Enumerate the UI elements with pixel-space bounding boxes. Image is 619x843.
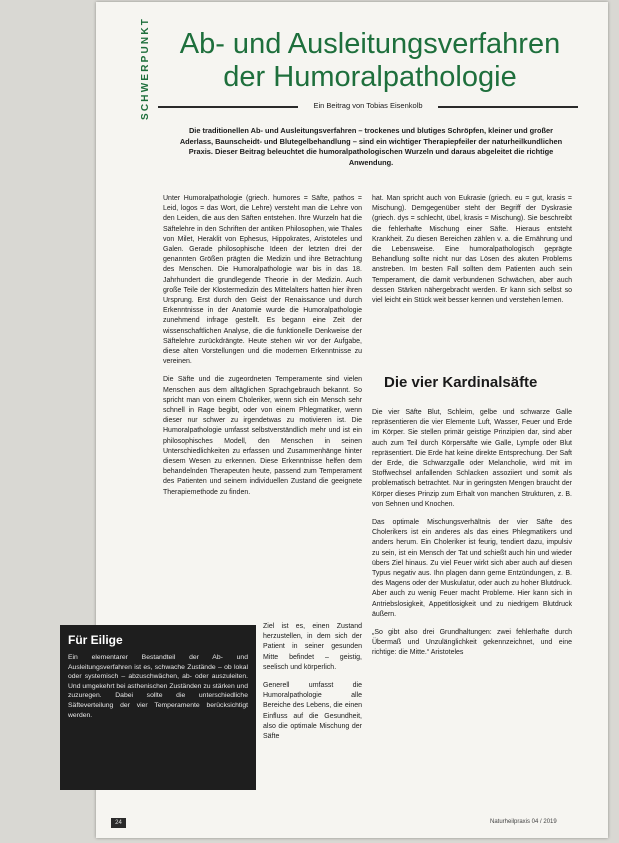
article-title: Ab- und Ausleitungsverfahren der Humoralpathologie [179, 28, 561, 93]
column-1 [163, 194, 362, 506]
body-paragraph: Unter Humoralpathologie (griech. humores = Säfte, pathos = Leid, logos = das Wort, die Lehre) versteht man die Lehre von den Leiden, die aus den Säften entstehen. Ihre Wurzeln hat die Säftelehre in den Schriften der antiken Philosophen, wie Thales von Milet, Heraklit von Ephesus, Hippokrates, Aristoteles und Galen. Gerade philosophische Ideen der letzten drei der genannten Größen prägten die Medizin und ihre Betrachtung des Menschen. Die Humoralpathologie war bis in das 18. Jahrhundert die grundlegende Theorie in der Medizin. Auch große Teile der Klostermedizin des Mittelalters hatten hier ihren Ursprung. Erst durch den Geist der Renaissance und durch Erkenntnisse in der Anatomie wurde die Humoralpathologie zunehmend infrage gestellt. Es begann eine Zeit der wissenschaftlichen Analyse, die die funktionelle Denkweise der Säftelehre zurückdrängte. Heute stehen wir vor der Aufgabe, diese alten Vorstellungen und die modernen Erkenntnisse zu vereinen. [163, 195, 362, 366]
footer-publication: Naturheilpraxis 04 / 2019 [490, 819, 557, 825]
summary-box-text: Ein elementarer Bestandteil der Ab- und Ausleitungsverfahren ist es, schwache Zustände – ob lokal oder systemisch – abzuschwächen, ab- oder auszuleiten. Und umgekehrt bei asthenischen Zuständen zu stärken und zuzuregen. Dabei sollte die unterschiedliche Säfteverteilung der vier Temperamente berücksichtigt werden. [68, 654, 248, 719]
column-1-continued [263, 622, 362, 750]
column-2-continued [372, 408, 572, 667]
lead-paragraph: Die traditionellen Ab- und Ausleitungsverfahren – trockenes und blutiges Schröpfen, kleiner und großer Aderlass, Baunscheidt- und Blutegelbehandlung – sind ein wichtiger Therapiepfeiler der naturheilkundlichen Praxis. Dieser Beitrag beleuchtet die humoralpathologischen Wurzeln und daraus abgeleitet die richtige Anwendung. [179, 126, 563, 167]
summary-box [60, 625, 256, 790]
section-heading: Die vier Kardinalsäfte [384, 374, 538, 391]
body-paragraph: hat. Man spricht auch von Eukrasie (griech. eu = gut, krasis = Mischung). Demgegenüber steht der Begriff der Dyskrasie (griech. dys = schlecht, übel, krasis = Mischung). Sie beschreibt die fehlerhafte Mischung einer Säfte. Hieraus entsteht Krankheit. Zu diesen Bereichen zählen v. a. die Ernährung und die Lebensweise. Eine humoralpathologisch geprägte Behandlung sollte nicht nur das Lösen des akuten Problems anstreben. Im besten Fall sollten dem Patienten auch sein Temperament, die damit verbundenen Schwächen, aber auch dessen Stärken nähergebracht werden. Er kann sich selbst so viel leicht ein Stück weit besser kennen und verstehen lernen. [372, 195, 572, 305]
byline-text: Ein Beitrag von Tobias Eisenkolb [309, 101, 426, 110]
body-paragraph: Die vier Säfte Blut, Schleim, gelbe und schwarze Galle repräsentieren die vier Elemente Luft, Wasser, Feuer und Erde im Körper. Sie stellen primär geistige Prinzipien dar, sind aber auch zum Teil durch Körpersäfte wie Galle, Lympfe oder Blut repräsentiert. Die Erde hat keine direkte Entsprechung. Der Saft der Erde, die Schwarzgalle oder Melancholie, wird mit im Stoffwechsel anfallenden Schlacken assoziiert und somit als problematisch betrachtet. Nur in geringsten Mengen braucht der Körper dieses Prinzip zum Erhalt von manchen Strukturen, z. B. von Sehnen und Knochen. [372, 409, 572, 508]
body-paragraph: Generell umfasst die Humoralpathologie alle Bereiche des Lebens, die einen Einfluss auf die Gesundheit, also die optimale Mischung der Säfte [263, 682, 362, 741]
body-paragraph: Das optimale Mischungsverhältnis der vier Säfte des Cholerikers ist ein anderes als das eines Phlegmatikers und anders herum. Ein Choleriker ist feurig, tendiert dazu, impulsiv zu sein, ist ein Mensch der Tat und schießt auch hin und wieder übers Ziel hinaus. Zu viel Feuer wirkt sich aber auch auf diesen Typus negativ aus. Ihn plagen dann gerne Entzündungen, z. B. des Magens oder der Muskulatur, oder auch zu hoher Blutdruck. Aber auch zu wenig Feuer macht Probleme. Hier kann sich in Antriebslosigkeit, Appetitlosigkeit und zu niedrigem Blutdruck äußern. [372, 519, 572, 618]
summary-box-title: Für Eilige [68, 633, 123, 647]
page-number: 24 [111, 818, 126, 828]
column-2 [372, 194, 572, 314]
byline-row [158, 101, 578, 113]
body-paragraph: Ziel ist es, einen Zustand herzustellen, in dem sich der Patient in seiner gesunden Mitte befindet – geistig, seelisch und körperlich. [263, 623, 362, 671]
section-label: SCHWERPUNKT [140, 16, 151, 120]
byline [158, 101, 578, 110]
body-paragraph: Die Säfte und die zugeordneten Temperamente sind vielen Menschen aus dem alltäglichen Sprachgebrauch bekannt. So spricht man von einem Choleriker, wenn sich ein Mensch sehr schnell in Rage begibt, oder von einem Phlegmatiker, wenn dieser nur schwer zu irgendetwas zu motivieren ist. Die Humoralpathologie umfasst selbstverständlich mehr und ist ein philosophisches Modell, den Menschen in seinen Unterschiedlichkeiten zu erfassen und Zusammenhänge hinter diesem Wesen zu erkennen. Diese Erkenntnisse helfen dem behandelnden Therapeuten heute, passend zum Temperament des Patienten und seinem individuellen Zustand die geeignete Therapiemethode zu finden. [163, 376, 362, 496]
quote-paragraph: „So gibt also drei Grundhaltungen: zwei fehlerhafte durch Übermaß und Unzulänglichkeit gekennzeichnet, und eine richtige: die Mitte.“ Aristoteles [372, 629, 572, 657]
